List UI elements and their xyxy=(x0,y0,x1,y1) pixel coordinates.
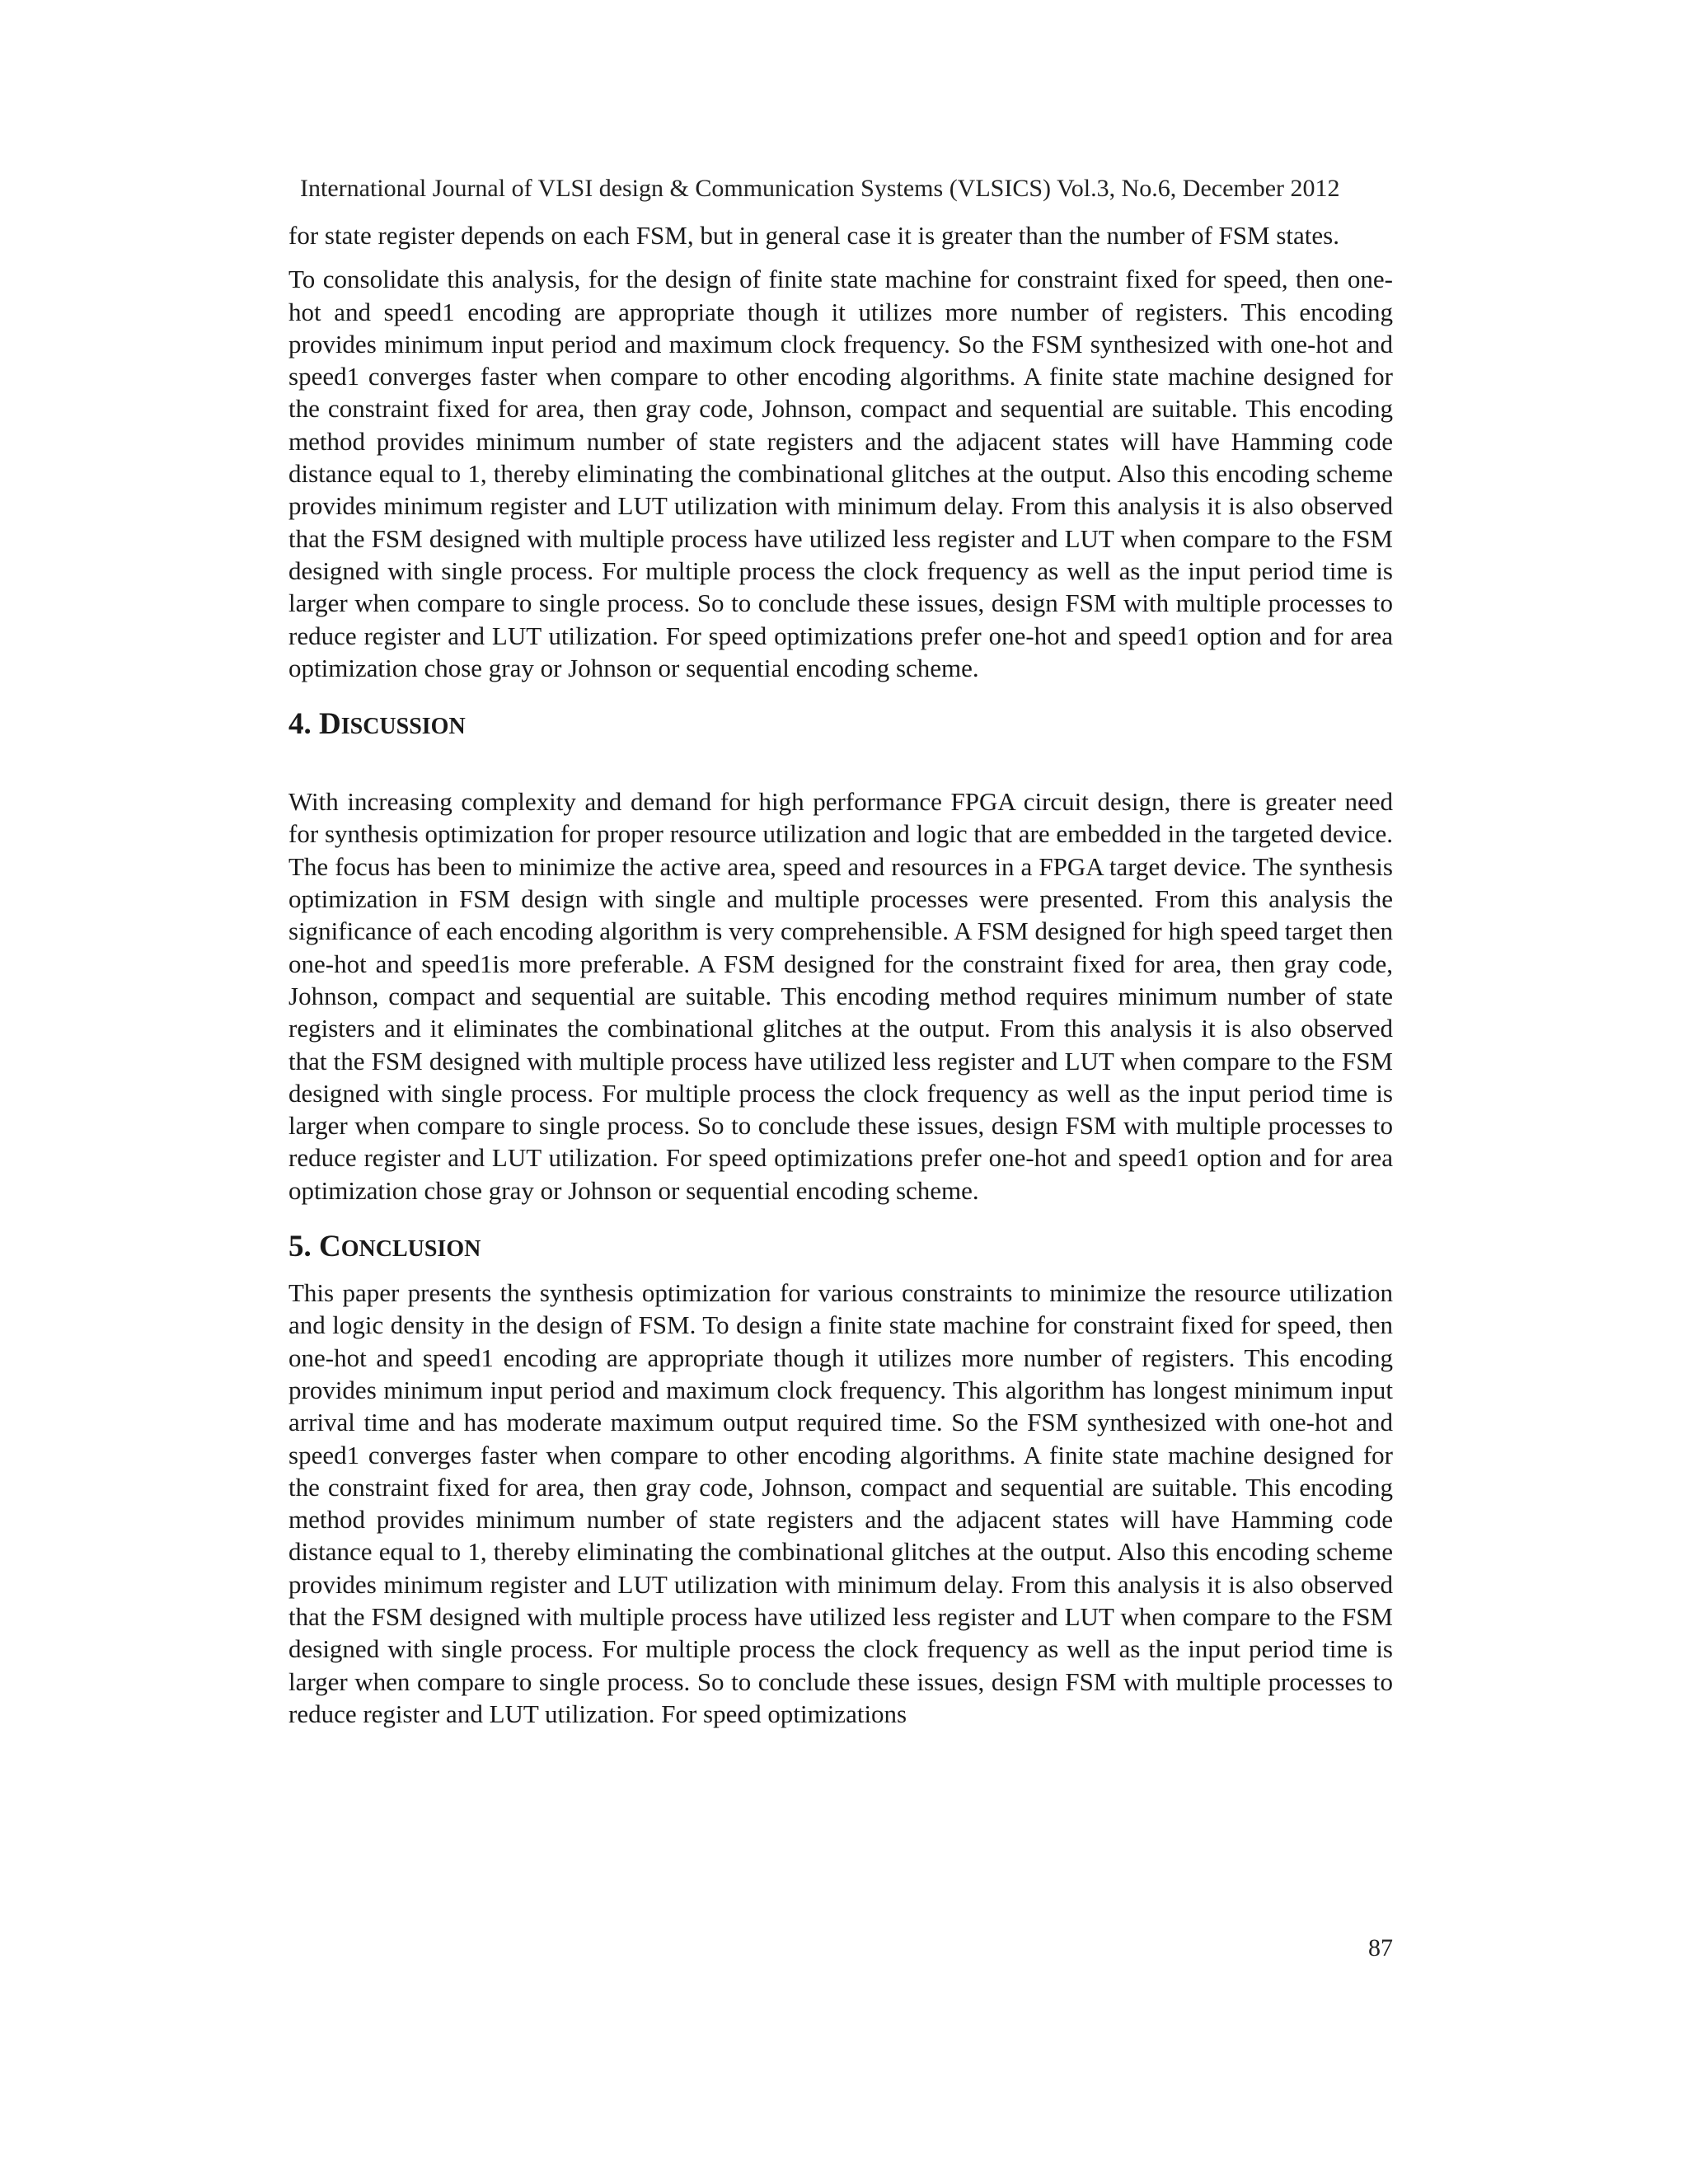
section-title-rest: ONCLUSION xyxy=(340,1236,481,1263)
paragraph-discussion: With increasing complexity and demand for high performance FPGA circuit design, there is greater need for synthesis optimization for proper resource utilization and logic that are embedded in the targeted device. The focus has been to minimize the active area, speed and resources in a FPGA target device. The synthesis optimization in FSM design with single and multiple processes were presented. From this analysis the significance of each encoding algorithm is very comprehensible. A FSM designed for high speed target then one-hot and speed1is more preferable. A FSM designed for the constraint fixed for area, then gray code, Johnson, compact and sequential are suitable. This encoding method requires minimum number of state registers and it eliminates the combinational glitches at the output. From this analysis it is also observed that the FSM designed with multiple process have utilized less register and LUT when compare to the FSM designed with single process. For multiple process the clock frequency as well as the input period time is larger when compare to single process. So to conclude these issues, design FSM with multiple processes to reduce register and LUT utilization. For speed optimizations prefer one-hot and speed1 option and for area optimization chose gray or Johnson or sequential encoding scheme. xyxy=(288,787,1393,1205)
section-number: 4. xyxy=(288,707,312,742)
page-number: 87 xyxy=(1368,1934,1393,1961)
section-title-rest: ISCUSSION xyxy=(340,714,466,740)
section-number: 5. xyxy=(288,1230,312,1264)
section-heading-discussion xyxy=(288,705,1393,746)
section-heading-conclusion xyxy=(288,1228,1393,1268)
paragraph-conclusion: This paper presents the synthesis optimization for various constraints to minimize the resource utilization and logic density in the design of FSM. To design a finite state machine for constraint fixed for speed, then one-hot and speed1 encoding are appropriate though it utilizes more number of registers. This encoding provides minimum input period and maximum clock frequency. This algorithm has longest minimum input arrival time and has moderate maximum output required time. So the FSM synthesized with one-hot and speed1 converges faster when compare to other encoding algorithms. A finite state machine designed for the constraint fixed for area, then gray code, Johnson, compact and sequential are suitable. This encoding method provides minimum number of state registers and the adjacent states will have Hamming code distance equal to 1, thereby eliminating the combinational glitches at the output. Also this encoding scheme provides minimum register and LUT utilization with minimum delay. From this analysis it is also observed that the FSM designed with multiple process have utilized less register and LUT when compare to the FSM designed with single process. For multiple process the clock frequency as well as the input period time is larger when compare to single process. So to conclude these issues, design FSM with multiple processes to reduce register and LUT utilization. For speed optimizations xyxy=(288,1278,1393,1728)
section-title-initial: C xyxy=(319,1230,341,1264)
page-content xyxy=(288,219,1393,1730)
section-title-initial: D xyxy=(319,707,341,742)
paragraph-consolidation: To consolidate this analysis, for the design of finite state machine for constraint fixed for speed, then one-hot and speed1 encoding are appropriate though it utilizes more number of registers. This encoding provides minimum input period and maximum clock frequency. So the FSM synthesized with one-hot and speed1 converges faster when compare to other encoding algorithms. A finite state machine designed for the constraint fixed for area, then gray code, Johnson, compact and sequential are suitable. This encoding method provides minimum number of state registers and the adjacent states will have Hamming code distance equal to 1, thereby eliminating the combinational glitches at the output. Also this encoding scheme provides minimum register and LUT utilization with minimum delay. From this analysis it is also observed that the FSM designed with multiple process have utilized less register and LUT when compare to the FSM designed with single process. For multiple process the clock frequency as well as the input period time is larger when compare to single process. So to conclude these issues, design FSM with multiple processes to reduce register and LUT utilization. For speed optimizations prefer one-hot and speed1 option and for area optimization chose gray or Johnson or sequential encoding scheme. xyxy=(288,265,1393,682)
paragraph-continuation: for state register depends on each FSM, but in general case it is greater than the number of FSM states. xyxy=(288,221,1339,250)
running-header: International Journal of VLSI design & Communication Systems (VLSICS) Vol.3, No.6, December 2012 xyxy=(300,175,1340,202)
